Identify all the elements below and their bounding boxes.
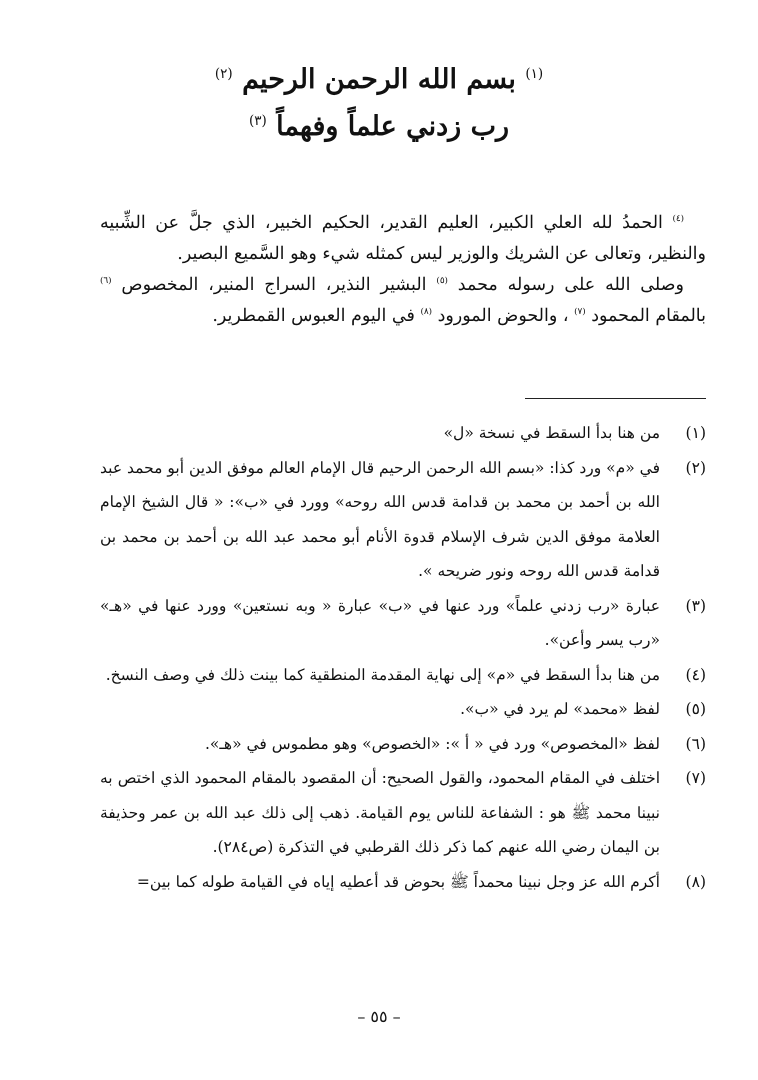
salutation-text-5: في اليوم العبوس القمطرير.	[212, 306, 421, 326]
salutation-text-2: البشير النذير، السراج المنير، المخصوص	[111, 275, 437, 295]
footnote-item	[100, 761, 706, 865]
supplication-heading	[150, 107, 608, 147]
footnote-text: لفظ «المخصوص» ورد في « أ »: «الخصوص» وهو مطموس في «هـ».	[204, 734, 660, 753]
page-number: – ٥٥ –	[357, 1007, 401, 1026]
footnote-ref-3: (٣)	[248, 113, 267, 129]
basmala-text: بسم الله الرحمن الرحيم	[232, 64, 526, 95]
salutation-paragraph	[100, 270, 706, 332]
footnote-text: عبارة «رب زدني علماً» ورد عنها في «ب» عبارة « وبه نستعين» وورد عنها في «هـ» «رب يسر وأعن».	[100, 596, 660, 649]
footnote-text: لفظ «محمد» لم يرد في «ب».	[460, 700, 660, 718]
praise-paragraph	[100, 208, 706, 270]
footnote-text: اختلف في المقام المحمود، والقول الصحيح: أن المقصود بالمقام المحمود الذي اختص به نبينا محمد ﷺ هو : الشفاعة للناس يوم القيامة. ذهب إلى ذلك عبد الله بن عمر وحذيفة بن اليمان رضي الله عنهم كما ذكر ذلك القرطبي في التذكرة (ص٢٨٤).	[100, 769, 660, 856]
footnote-number: (٧)	[685, 769, 706, 787]
footnote-item	[100, 865, 706, 900]
main-text	[100, 208, 706, 332]
footnote-ref-4: (٤)	[672, 214, 684, 225]
footnote-ref-5: (٥)	[436, 276, 448, 287]
footnote-text: في «م» ورد كذا: «بسم الله الرحمن الرحيم قال الإمام العالم موفق الدين أبو محمد عبد الله بن أحمد بن محمد بن قدامة قدس الله روحه» وورد في «ب»: « قال الشيخ الإمام العلامة موفق الدين شرف الإسلام قدوة الأنام أبو محمد عبد الله بن أحمد بن محمد بن قدامة قدس الله روحه ونور ضريحه ».	[100, 458, 660, 580]
footnote-number: (٨)	[685, 872, 706, 891]
footnote-item	[100, 589, 706, 658]
footnote-number: (٥)	[685, 700, 706, 718]
footnote-text: من هنا بدأ السقط في «م» إلى نهاية المقدمة المنطقية كما بينت ذلك في وصف النسخ.	[105, 665, 660, 684]
salutation-text-4: ، والحوض المورود	[432, 306, 575, 326]
footnote-number: (٦)	[685, 734, 706, 753]
footnote-number: (٣)	[685, 596, 706, 615]
footnote-item	[100, 692, 706, 727]
footnote-ref-8: (٨)	[420, 307, 432, 318]
praise-text: الحمدُ لله العلي الكبير، العليم القدير، الحكيم الخبير، الذي جلَّ عن الشِّبيه والنظير، وتعالى عن الشريك والوزير ليس كمثله شيء وهو السَّميع البصير.	[100, 213, 706, 264]
footnote-ref-7: (٧)	[574, 307, 586, 318]
salutation-text-1: وصلى الله على رسوله محمد	[447, 275, 684, 295]
footnotes	[100, 416, 706, 899]
footnote-item	[100, 658, 706, 693]
footnote-number: (١)	[685, 424, 706, 442]
footnote-text: أكرم الله عز وجل نبينا محمداً ﷺ بحوض قد أعطيه إياه في القيامة طوله كما بين=	[136, 872, 660, 891]
footnote-ref-1: (١)	[525, 66, 544, 82]
footnote-number: (٤)	[685, 665, 706, 684]
footnote-ref-6: (٦)	[100, 276, 112, 287]
footnote-ref-2: (٢)	[214, 66, 233, 82]
basmala-heading	[150, 60, 608, 100]
footnote-text: من هنا بدأ السقط في نسخة «ل»	[443, 424, 660, 442]
footnote-item	[100, 451, 706, 589]
footnote-item	[100, 727, 706, 762]
salutation-text-3: بالمقام المحمود	[585, 306, 706, 326]
supplication-text: رب زدني علماً وفهماً	[266, 111, 510, 142]
footnote-item	[100, 416, 706, 451]
footnote-number: (٢)	[685, 458, 706, 477]
footnote-separator	[525, 398, 706, 399]
